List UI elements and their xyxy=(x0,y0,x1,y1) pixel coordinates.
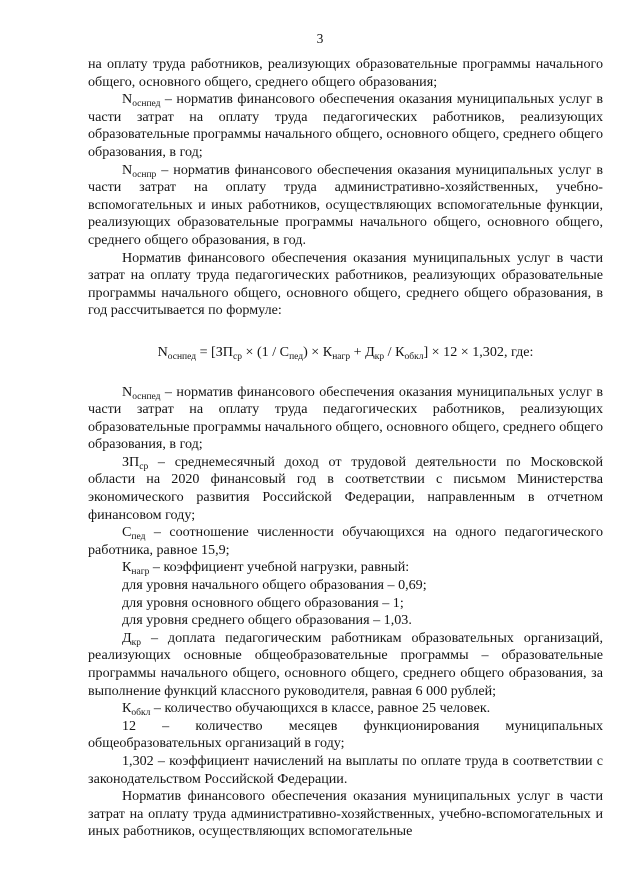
definition-text: – коэффициент учебной нагрузки, равный: xyxy=(149,559,410,576)
definition-item xyxy=(88,700,603,718)
symbol: N xyxy=(122,383,133,400)
formula-part: = [ЗП xyxy=(196,343,233,360)
definition-text: 12 – количество месяцев функционирования муниципальных общеобразовательных организаций в году; xyxy=(88,717,603,752)
paragraph-formula-intro xyxy=(88,250,603,320)
document-body xyxy=(88,56,603,841)
definition-text: – норматив финансового обеспечения оказания муниципальных услуг в части затрат на оплату труда педагогических работников, реализующих образовательные программы начального общего, основного общего, среднего общего образования, в год; xyxy=(88,383,603,453)
definition-item xyxy=(88,524,603,559)
paragraph-text: – норматив финансового обеспечения оказания муниципальных услуг в части затрат на оплату труда педагогических работников, реализующих образовательные программы начального общего, основного общего, среднего общего образования, в год; xyxy=(88,91,603,160)
definition-text: 1,302 – коэффициент начислений на выплаты по оплате труда в соответствии с законодательством Российской Федерации. xyxy=(88,752,603,787)
definition-item xyxy=(88,454,603,524)
formula-part: N xyxy=(157,343,168,360)
symbol: N xyxy=(122,91,133,108)
definition-text: – доплата педагогическим работникам образовательных организаций, реализующих основные общеобразовательные программы – образовательные программы начального общего, основного общего, среднего общего образования, за выполнение функций классного руководителя, равная 6 000 рублей; xyxy=(88,629,603,699)
symbol: ЗП xyxy=(122,453,140,470)
paragraph-next-norm xyxy=(88,788,603,841)
formula-part: ] × 12 × 1,302, где: xyxy=(423,343,534,360)
symbol-subscript: оснпед xyxy=(132,391,161,402)
formula-subscript: пед xyxy=(289,351,304,362)
formula-part: + Д xyxy=(350,343,375,360)
definition-text: для уровня начального общего образования – 0,69; xyxy=(122,577,427,594)
paragraph-text: – норматив финансового обеспечения оказания муниципальных услуг в части затрат на оплату труда административно-хозяйственных, учебно-вспомогательных и иных работников, осуществляющих вспомогательные функции, реализующих образовательные программы начального общего, основного общего, среднего общего образования, в год. xyxy=(88,161,603,248)
formula-subscript: оснпед xyxy=(167,351,197,362)
page-number: 3 xyxy=(316,31,324,46)
formula-subscript: кр xyxy=(374,351,385,362)
definition-text: для уровня основного общего образования – 1; xyxy=(122,594,404,611)
definition-text: – среднемесячный доход от трудовой деятельности по Московской области на 2020 финансовый год в соответствии с письмом Министерства экономического развития Российской Федерации, направленным в отчетном финансовом году; xyxy=(88,453,603,523)
definition-text: для уровня среднего общего образования – 1,03. xyxy=(122,612,412,629)
symbol: Д xyxy=(122,629,132,646)
symbol: С xyxy=(122,524,132,541)
symbol-subscript: оснпед xyxy=(132,99,161,110)
definition-item xyxy=(88,630,603,700)
formula-part: / К xyxy=(384,343,405,360)
symbol-subscript: кр xyxy=(131,637,141,648)
formula-part: ) × К xyxy=(303,343,333,360)
symbol-subscript: оснпр xyxy=(132,169,157,180)
symbol-subscript: обкл xyxy=(131,708,151,719)
definition-item xyxy=(88,384,603,454)
definition-item xyxy=(88,753,603,788)
formula-subscript: обкл xyxy=(404,351,424,362)
paragraph-continuation xyxy=(88,56,603,91)
definition-text: – количество обучающихся в классе, равное 25 человек. xyxy=(150,700,491,717)
formula-part: × (1 / С xyxy=(241,343,290,360)
definition-item xyxy=(88,718,603,753)
formula-subscript: нагр xyxy=(332,351,351,362)
paragraph-text: на оплату труда работников, реализующих образовательные программы начального общего, основного общего, среднего общего образования; xyxy=(88,56,603,90)
formula xyxy=(88,344,603,362)
definition-n-oснпед xyxy=(88,91,603,161)
paragraph-text: Норматив финансового обеспечения оказания муниципальных услуг в части затрат на оплату труда педагогических работников, реализующих образовательные программы начального общего, основного общего, среднего общего образования, в год рассчитывается по формуле: xyxy=(88,249,603,319)
symbol: N xyxy=(122,161,133,178)
definition-text: – соотношение численности обучающихся на одного педагогического работника, равное 15,9; xyxy=(88,524,603,558)
symbol: К xyxy=(122,700,132,717)
load-level-item xyxy=(88,577,603,595)
definition-n-оснпр xyxy=(88,162,603,250)
load-level-item xyxy=(88,612,603,630)
load-level-item xyxy=(88,595,603,613)
symbol-subscript: ср xyxy=(139,461,149,472)
definition-item xyxy=(88,559,603,577)
symbol-subscript: пед xyxy=(131,532,146,543)
symbol-subscript: нагр xyxy=(131,567,150,578)
paragraph-text: Норматив финансового обеспечения оказания муниципальных услуг в части затрат на оплату труда административно-хозяйственных, учебно-вспомогательных и иных работников, осуществляющих вспомогательные xyxy=(88,788,603,840)
symbol: К xyxy=(122,559,132,576)
formula-subscript: ср xyxy=(233,351,242,362)
